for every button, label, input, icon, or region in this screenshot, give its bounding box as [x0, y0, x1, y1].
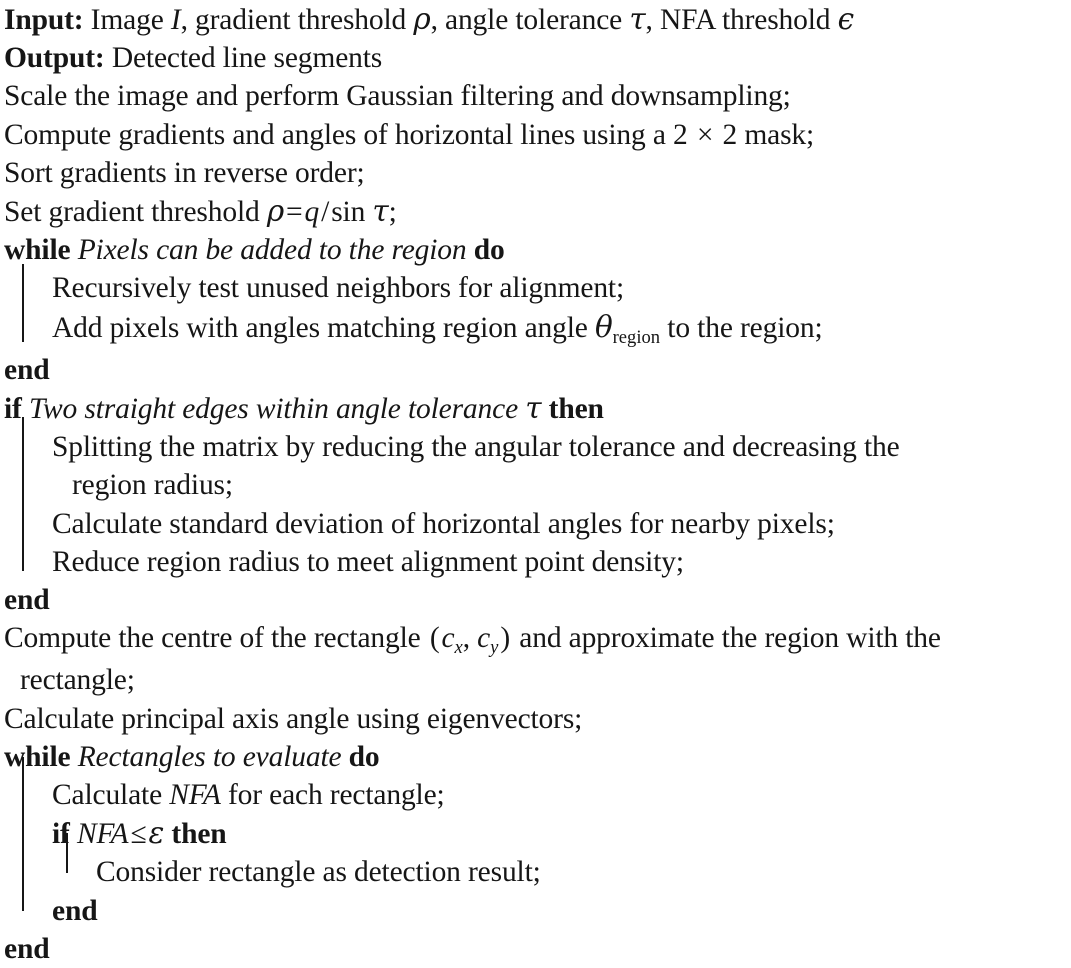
- if-condition: Two straight edges within angle tolerance: [28, 393, 519, 426]
- keyword-while: while: [4, 740, 71, 773]
- input-label: Input:: [4, 4, 84, 36]
- step-recursive-test: [0, 269, 1071, 307]
- loop-condition: Pixels can be added to the region: [77, 234, 467, 267]
- step-end-while-pixels: [0, 351, 1071, 389]
- tau-symbol: τ: [629, 2, 646, 36]
- keyword-do: do: [348, 740, 380, 773]
- step-while-pixels: [0, 231, 1071, 269]
- semicolon: ;: [388, 196, 397, 229]
- step-compute-gradients: [0, 116, 1071, 154]
- output-text: Detected line segments: [104, 42, 383, 75]
- step-calculate-stddev: [0, 505, 1071, 543]
- var-cx: c: [441, 622, 455, 655]
- input-line: [0, 0, 1071, 39]
- step-text: Recursively test unused neighbors for alignment;: [52, 272, 625, 305]
- step-add-pixels: [0, 308, 1071, 351]
- var-nfa: NFA: [169, 779, 221, 812]
- output-label: Output:: [4, 42, 105, 75]
- comma: ,: [462, 622, 478, 655]
- step-text-tail: for each rectangle;: [220, 779, 445, 812]
- step-text: Scale the image and perform Gaussian filtering and downsampling;: [4, 80, 791, 113]
- input-text-d: , NFA threshold: [645, 4, 838, 36]
- step-text: Consider rectangle as detection result;: [96, 856, 541, 889]
- input-var-image: I: [170, 4, 181, 36]
- input-text-b: , gradient threshold: [180, 4, 414, 36]
- keyword-do: do: [473, 234, 505, 267]
- step-text-tail: to the region;: [660, 311, 823, 344]
- step-compute-centre: [0, 619, 1071, 661]
- input-text-a: Image: [83, 4, 171, 36]
- cx-subscript: x: [454, 637, 463, 659]
- step-end-if-two-edges: [0, 581, 1071, 619]
- cy-subscript: y: [490, 637, 499, 659]
- step-text-tail: 2 mask;: [715, 118, 815, 151]
- step-end-if-nfa: [0, 892, 1071, 930]
- tau-symbol: τ: [372, 194, 389, 229]
- times-symbol: ×: [696, 118, 714, 151]
- step-scale-image: [0, 77, 1071, 115]
- step-text: Reduce region radius to meet alignment point density;: [52, 545, 684, 578]
- step-consider-rectangle: [0, 853, 1071, 891]
- step-sort-gradients: [0, 154, 1071, 192]
- step-text-tail: and approximate the region with the: [512, 622, 941, 655]
- step-compute-centre-continuation: [0, 661, 1071, 699]
- step-reduce-radius: [0, 543, 1071, 581]
- step-end-while-rectangles: [0, 930, 1071, 968]
- step-splitting-matrix: [0, 428, 1071, 466]
- output-line: [0, 39, 1071, 77]
- paren-close: ): [500, 622, 511, 655]
- theta-symbol: θ: [594, 309, 613, 344]
- less-or-equal-symbol: ≤: [130, 818, 147, 851]
- step-text: Sort gradients in reverse order;: [4, 156, 365, 189]
- step-text: Set gradient threshold: [4, 196, 267, 229]
- theta-subscript-region: region: [612, 326, 661, 348]
- loop-condition: Rectangles to evaluate: [77, 740, 342, 773]
- tau-symbol: τ: [525, 391, 542, 426]
- step-calculate-nfa: [0, 776, 1071, 814]
- keyword-while: while: [4, 234, 71, 267]
- keyword-then: then: [548, 393, 604, 426]
- slash-symbol: /: [321, 196, 330, 229]
- step-text: Compute gradients and angles of horizontal lines using a 2: [4, 118, 695, 151]
- step-text: Add pixels with angles matching region angle: [52, 311, 595, 344]
- keyword-end: end: [4, 584, 50, 617]
- var-nfa: NFA: [76, 818, 129, 851]
- var-q: q: [304, 196, 320, 229]
- var-cy: c: [477, 622, 491, 655]
- input-text-c: , angle tolerance: [430, 4, 630, 36]
- step-text: Compute the centre of the rectangle: [4, 622, 428, 655]
- equals-symbol: =: [286, 196, 303, 229]
- keyword-end: end: [52, 894, 98, 927]
- step-text: Calculate principal axis angle using eigenvectors;: [4, 702, 583, 735]
- keyword-if: if: [52, 818, 70, 851]
- keyword-then: then: [171, 818, 227, 851]
- step-while-rectangles: [0, 738, 1071, 776]
- paren-open: (: [429, 622, 440, 655]
- step-principal-axis: [0, 700, 1071, 738]
- epsilon-symbol: ϵ: [837, 2, 854, 36]
- step-text: Calculate standard deviation of horizontal angles for nearby pixels;: [52, 507, 835, 540]
- varepsilon-symbol: ε: [148, 816, 165, 851]
- keyword-if: if: [4, 393, 22, 426]
- rho-symbol: ρ: [413, 2, 431, 36]
- step-text: Splitting the matrix by reducing the angular tolerance and decreasing the: [52, 431, 900, 464]
- step-splitting-matrix-continuation: [0, 466, 1071, 504]
- step-text-continuation: rectangle;: [20, 664, 135, 697]
- step-if-two-edges: [0, 389, 1071, 428]
- keyword-end: end: [4, 353, 50, 386]
- step-text: Calculate: [52, 779, 170, 812]
- rho-symbol: ρ: [266, 194, 285, 229]
- keyword-end: end: [4, 932, 50, 965]
- step-set-threshold: [0, 192, 1071, 231]
- step-if-nfa-le-eps: [0, 814, 1071, 853]
- sin-function: sin: [331, 196, 366, 229]
- step-text-continuation: region radius;: [72, 469, 233, 502]
